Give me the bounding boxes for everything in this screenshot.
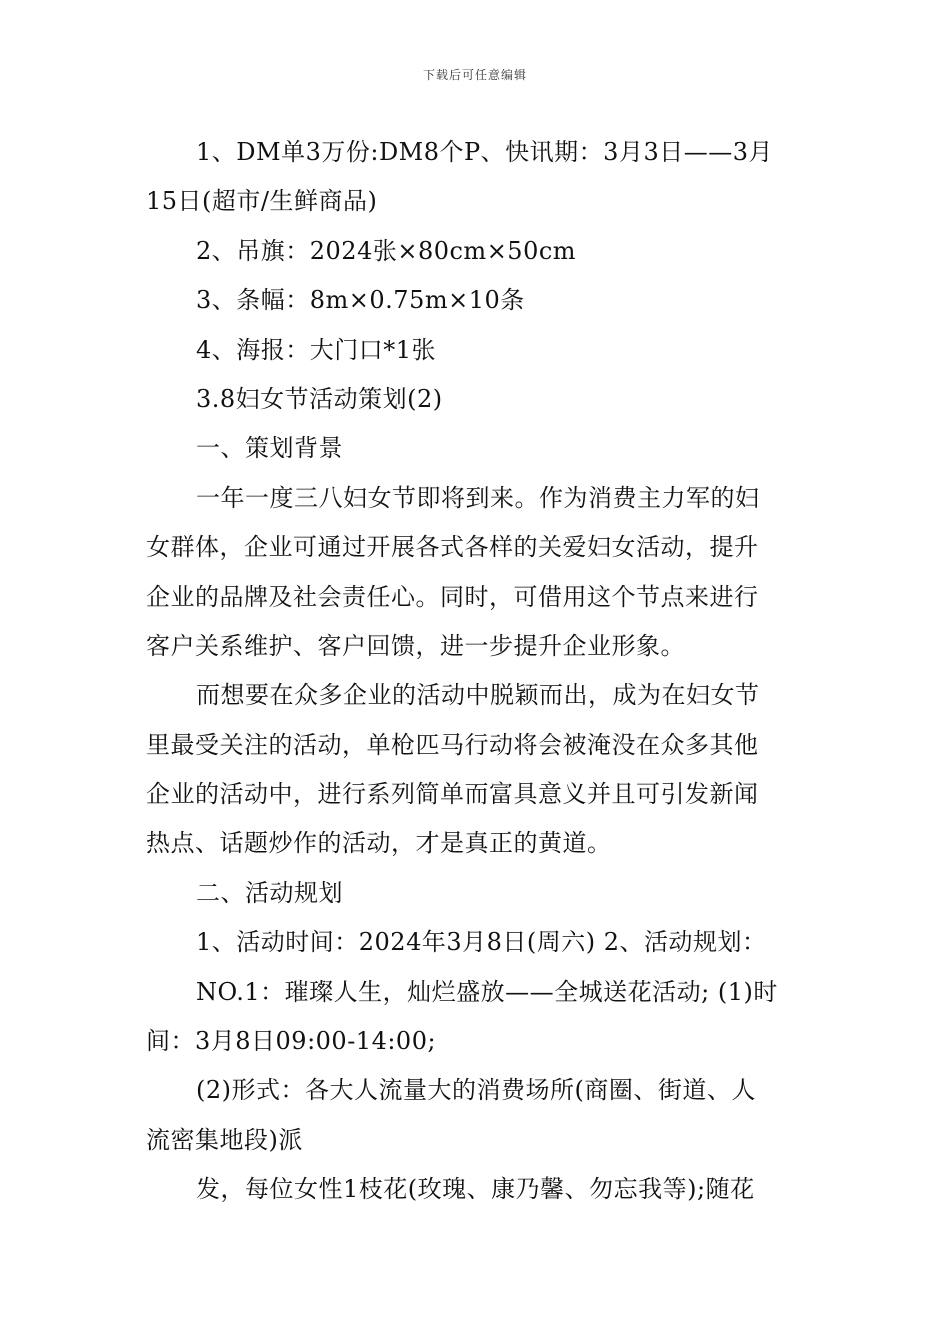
text-line: NO.1：璀璨人生，灿烂盛放——全城送花活动; (1)时 [196, 977, 778, 1006]
text-line: 流密集地段)派 [146, 1125, 303, 1154]
text-line: 女群体，企业可通过开展各式各样的关爱妇女活动，提升 [146, 533, 759, 562]
text-line: 一年一度三八妇女节即将到来。作为消费主力军的妇 [196, 483, 760, 512]
text-line: 里最受关注的活动，单枪匹马行动将会被淹没在众多其他 [146, 730, 759, 759]
text-line: 1、活动时间：2024年3月8日(周六) 2、活动规划： [196, 928, 767, 957]
text-line: (2)形式：各大人流量大的消费场所(商圈、街道、人 [196, 1076, 756, 1105]
document-body [146, 128, 806, 1215]
text-line: 一、策划背景 [196, 434, 343, 463]
text-line: 间：3月8日09:00-14:00; [146, 1027, 437, 1056]
page-header: 下载后可任意编辑 [422, 68, 527, 82]
text-line: 发，每位女性1枝花(玫瑰、康乃馨、勿忘我等);随花 [196, 1175, 755, 1204]
text-line: 4、海报：大门口*1张 [196, 335, 437, 364]
text-line: 而想要在众多企业的活动中脱颖而出，成为在妇女节 [196, 681, 760, 710]
text-line: 热点、话题炒作的活动，才是真正的黄道。 [146, 829, 612, 858]
text-line: 企业的品牌及社会责任心。同时，可借用这个节点来进行 [146, 582, 759, 611]
text-line: 3.8妇女节活动策划(2) [196, 384, 443, 413]
text-line: 3、条幅：8m×0.75m×10条 [196, 286, 525, 315]
text-line: 2、吊旗：2024张×80cm×50cm [196, 236, 577, 265]
text-line: 1、DM单3万份:DM8个P、快讯期：3月3日——3月 [196, 138, 773, 166]
text-line: 15日(超市/生鲜商品) [146, 187, 378, 216]
text-line: 客户关系维护、客户回馈，进一步提升企业形象。 [146, 631, 685, 660]
text-line: 企业的活动中，进行系列简单而富具意义并且可引发新闻 [146, 780, 759, 809]
text-line: 二、活动规划 [196, 878, 343, 907]
